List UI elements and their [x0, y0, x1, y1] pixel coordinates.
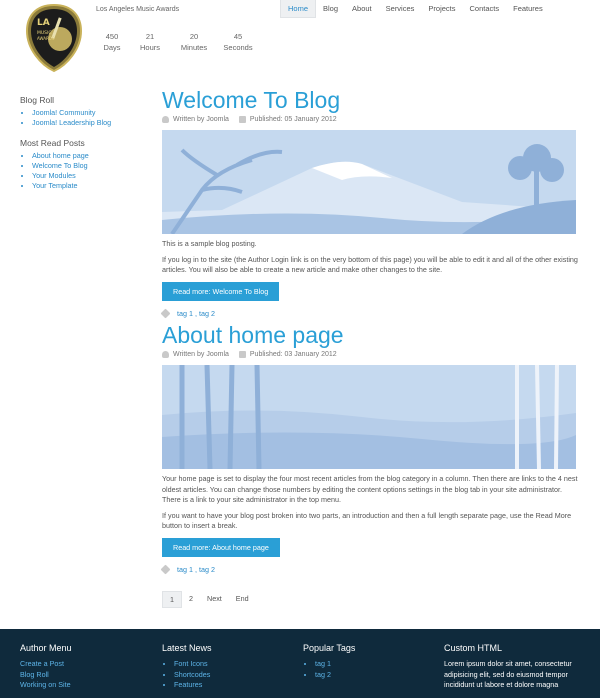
- post-tags: [162, 565, 578, 574]
- footer-heading: Custom HTML: [444, 643, 503, 653]
- footer-custom-html: [444, 643, 584, 691]
- most-read-link[interactable]: Your Template: [32, 181, 78, 190]
- sidebar: [20, 95, 150, 201]
- logo-la-text: LA: [37, 18, 50, 28]
- nav-projects[interactable]: Projects: [428, 4, 456, 13]
- countdown-hours: 21 Hours: [139, 32, 160, 52]
- main-nav: [280, 0, 550, 18]
- countdown-days: 450 Days: [103, 32, 121, 52]
- footer-heading: Author Menu: [20, 643, 72, 653]
- footer-link[interactable]: Blog Roll: [20, 669, 49, 679]
- user-icon: [162, 116, 169, 123]
- blogroll-heading: Blog Roll: [20, 95, 55, 105]
- tag-icon: [161, 308, 171, 318]
- most-read-link[interactable]: Your Modules: [32, 171, 76, 180]
- calendar-icon: [239, 116, 246, 123]
- most-read-link[interactable]: Welcome To Blog: [32, 161, 88, 170]
- countdown-timer: [96, 31, 260, 53]
- svg-text:AWARDS: AWARDS: [37, 36, 55, 41]
- post-date: Published: 03 January 2012: [249, 351, 337, 358]
- footer-latest-news: [162, 643, 212, 691]
- most-read-link[interactable]: About home page: [32, 151, 89, 160]
- post-date: Published: 05 January 2012: [249, 116, 337, 123]
- footer-link[interactable]: Create a Post: [20, 659, 64, 668]
- footer: [0, 629, 600, 698]
- footer-heading: Latest News: [162, 643, 212, 653]
- calendar-icon: [239, 351, 246, 358]
- user-icon: [162, 351, 169, 358]
- blogroll-link[interactable]: Joomla! Leadership Blog: [32, 118, 112, 127]
- footer-link[interactable]: tag 2: [315, 669, 331, 679]
- blogroll-link[interactable]: Joomla! Community: [32, 108, 96, 117]
- post-title[interactable]: About home page: [162, 322, 344, 348]
- page-current[interactable]: 1: [162, 591, 182, 608]
- most-read-list: [20, 151, 150, 191]
- pagination: [162, 591, 256, 608]
- tag-icon: [161, 564, 171, 574]
- read-more-button[interactable]: Read more: About home page: [162, 538, 280, 557]
- nav-home[interactable]: Home: [280, 0, 316, 18]
- tag-links[interactable]: tag 1 , tag 2: [177, 308, 215, 318]
- post-paragraph: Your home page is set to display the four most recent articles from the blog category in a column. Then there are links to the 4 nest oldest articles. You can change those numbers by editing the content options settings in the blog tab in your site administrator. There is a link to your site administrator in the top menu.: [162, 474, 578, 504]
- footer-link[interactable]: tag 1: [315, 659, 331, 668]
- blog-post: [162, 87, 578, 318]
- svg-text:MUSIC: MUSIC: [37, 31, 52, 36]
- post-author: Written by Joomla: [173, 116, 229, 123]
- site-name: Los Angeles Music Awards: [96, 6, 180, 13]
- site-logo[interactable]: [25, 3, 83, 73]
- post-meta: [162, 351, 578, 358]
- countdown-seconds: 45 Seconds: [223, 32, 253, 52]
- post-tags: [162, 309, 578, 318]
- page-2[interactable]: 2: [189, 594, 193, 603]
- nav-services[interactable]: Services: [385, 4, 415, 13]
- post-paragraph: If you log in to the site (the Author Login link is on the very bottom of this page) you will be able to edit it and all of the other existing articles. You will also be able to create a new article and make other changes to the site.: [162, 254, 578, 274]
- blog-post: [162, 322, 578, 574]
- page-end[interactable]: End: [235, 594, 249, 603]
- page-next[interactable]: Next: [207, 594, 222, 603]
- post-meta: [162, 116, 578, 123]
- footer-link[interactable]: Font Icons: [174, 659, 208, 668]
- footer-link[interactable]: Working on Site: [20, 680, 71, 689]
- footer-popular-tags: [303, 643, 355, 680]
- nav-about[interactable]: About: [352, 4, 372, 13]
- read-more-button[interactable]: Read more: Welcome To Blog: [162, 282, 279, 301]
- footer-link[interactable]: Shortcodes: [174, 669, 211, 679]
- footer-text: Lorem ipsum dolor sit amet, consectetur adipisicing elit, sed do eiusmod tempor incididunt ut labore et dolore magna: [444, 659, 572, 689]
- post-image-bamboo: [162, 365, 576, 469]
- footer-heading: Popular Tags: [303, 643, 356, 653]
- tag-links[interactable]: tag 1 , tag 2: [177, 564, 215, 574]
- countdown-minutes: 20 Minutes: [180, 32, 208, 52]
- nav-features[interactable]: Features: [513, 4, 543, 13]
- post-author: Written by Joomla: [173, 351, 229, 358]
- footer-link[interactable]: Features: [174, 680, 203, 689]
- post-image-mountain: [162, 130, 576, 234]
- post-paragraph: If you want to have your blog post broken into two parts, an introduction and then a full length separate page, use the Read More button to insert a break.: [162, 510, 572, 530]
- post-paragraph: This is a sample blog posting.: [162, 239, 257, 248]
- most-read-heading: Most Read Posts: [20, 138, 85, 148]
- nav-contacts[interactable]: Contacts: [469, 4, 500, 13]
- nav-blog[interactable]: Blog: [323, 4, 339, 13]
- post-title[interactable]: Welcome To Blog: [162, 87, 341, 113]
- footer-author-menu: [20, 643, 72, 691]
- blogroll-list: [20, 108, 150, 128]
